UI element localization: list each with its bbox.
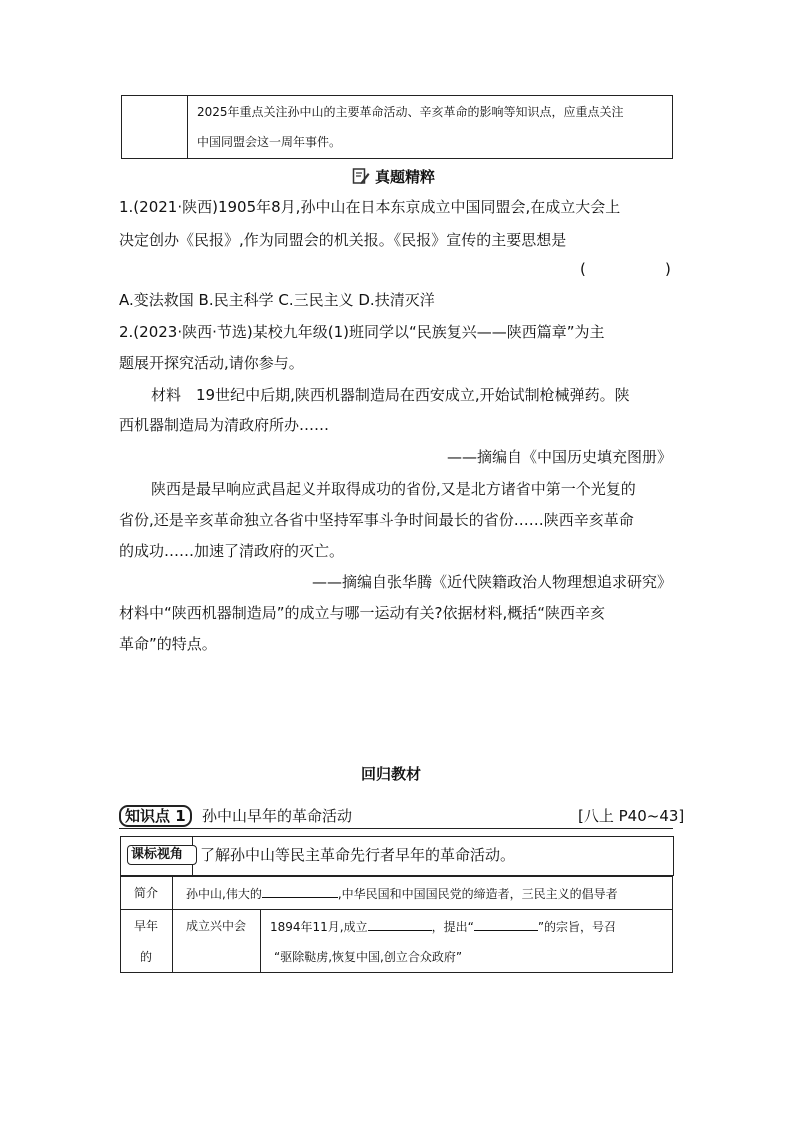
blank-field[interactable] (474, 918, 538, 931)
row1-content: 孙中山,伟大的 ,中华民国和中国国民党的缔造者，三民主义的倡导者 (186, 887, 618, 901)
q1-answer-bracket-right: ) (665, 260, 671, 278)
q2-material1-line2: 西机器制造局为清政府所办…… (119, 416, 330, 434)
textbook-page-ref: [八上 P40~43] (578, 807, 685, 825)
row2-content-line1: 1894年11月,成立 ，提出“ ”的宗旨，号召 (270, 920, 617, 934)
top-note-line1: 2025年重点关注孙中山的主要革命活动、辛亥革命的影响等知识点，应重点关注 (197, 105, 624, 119)
q2-question-line2: 革命”的特点。 (119, 635, 217, 653)
blank-field[interactable] (262, 885, 338, 898)
row-label-jianjie: 简介 (134, 886, 159, 900)
q2-material2-line1: 陕西是最早响应武昌起义并取得成功的省份,又是北方诸省中第一个光复的 (151, 480, 636, 498)
kebiao-text: 了解孙中山等民主革命先行者早年的革命活动。 (200, 846, 516, 864)
q2-material1-source: ——摘编自《中国历史填充图册》 (446, 448, 672, 466)
q2-line1: 2.(2023·陕西·节选)某校九年级(1)班同学以“民族复兴——陕西篇章”为主 (119, 323, 605, 341)
row-label-zaonian: 早年 (134, 919, 159, 933)
row2-content-line2: “驱除鞑虏,恢复中国,创立合众政府” (274, 950, 463, 964)
top-note-line2: 中国同盟会这一周年事件。 (197, 135, 342, 149)
knowledge-point-badge: 知识点 1 (119, 805, 192, 827)
edit-icon (352, 167, 370, 185)
row-label-de: 的 (140, 950, 153, 964)
blank-field[interactable] (368, 918, 432, 931)
q2-line2: 题展开探究活动,请你参与。 (119, 354, 304, 372)
q2-material2-line3: 的成功……加速了清政府的灭亡。 (119, 542, 345, 560)
section-title-huigui: 回归教材 (361, 765, 422, 783)
q1-line1: 1.(2021·陕西)1905年8月,孙中山在日本东京成立中国同盟会,在成立大会上 (119, 198, 621, 216)
section-title-zhenti: 真题精粹 (375, 168, 436, 186)
q2-material2-source: ——摘编自张华腾《近代陕籍政治人物理想追求研究》 (311, 573, 672, 591)
kebiao-tag: 课标视角 (127, 845, 197, 865)
knowledge-point-title: 孙中山早年的革命活动 (202, 807, 353, 825)
q2-material2-line2: 省份,还是辛亥革命独立各省中坚持军事斗争时间最长的省份……陕西辛亥革命 (119, 511, 634, 529)
q1-options: A.变法救国 B.民主科学 C.三民主义 D.扶清灭洋 (119, 291, 435, 309)
row-sublabel-xingzhonghui: 成立兴中会 (186, 919, 247, 933)
q1-answer-bracket-left: ( (580, 260, 586, 278)
q2-material1-line1: 材料 19世纪中后期,陕西机器制造局在西安成立,开始试制枪械弹药。陕 (151, 386, 630, 404)
q2-question-line1: 材料中“陕西机器制造局”的成立与哪一运动有关?依据材料,概括“陕西辛亥 (119, 604, 606, 622)
q1-line2: 决定创办《民报》,作为同盟会的机关报。《民报》宣传的主要思想是 (119, 231, 567, 249)
